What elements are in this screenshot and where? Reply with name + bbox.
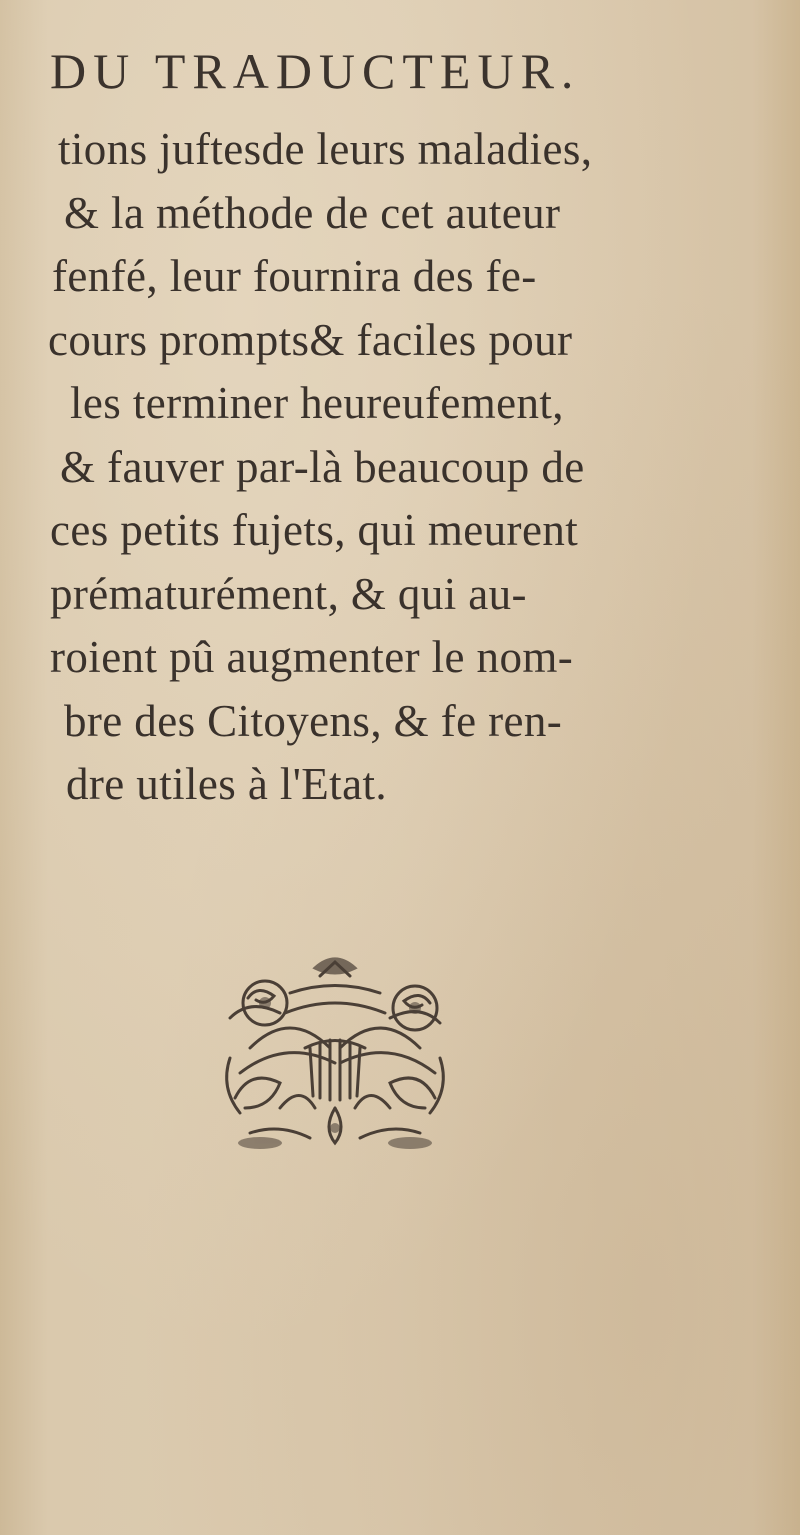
text-line: roient pû augmenter le nom- (50, 632, 574, 682)
text-line: les terminer heureufement, (70, 378, 564, 428)
text-line: bre des Citoyens, & fe ren- (64, 695, 563, 746)
text-line: dre utiles à l'Etat. (66, 759, 388, 809)
text-line: tions juftesde leurs maladies, (58, 124, 593, 174)
text-line: & fauver par-là beaucoup de (60, 441, 585, 492)
text-line: prématurément, & qui au- (50, 568, 527, 619)
body-text (34, 118, 774, 817)
text-line: cours prompts& faciles pour (48, 314, 573, 365)
running-head: DU TRADUCTEUR. (50, 43, 581, 99)
text-line: ces petits fujets, qui meurent (50, 505, 579, 555)
text-line: fenfé, leur fournira des fe- (52, 251, 537, 301)
text-line: & la méthode de cet auteur (64, 187, 561, 238)
printer-ornament-icon (190, 948, 480, 1168)
